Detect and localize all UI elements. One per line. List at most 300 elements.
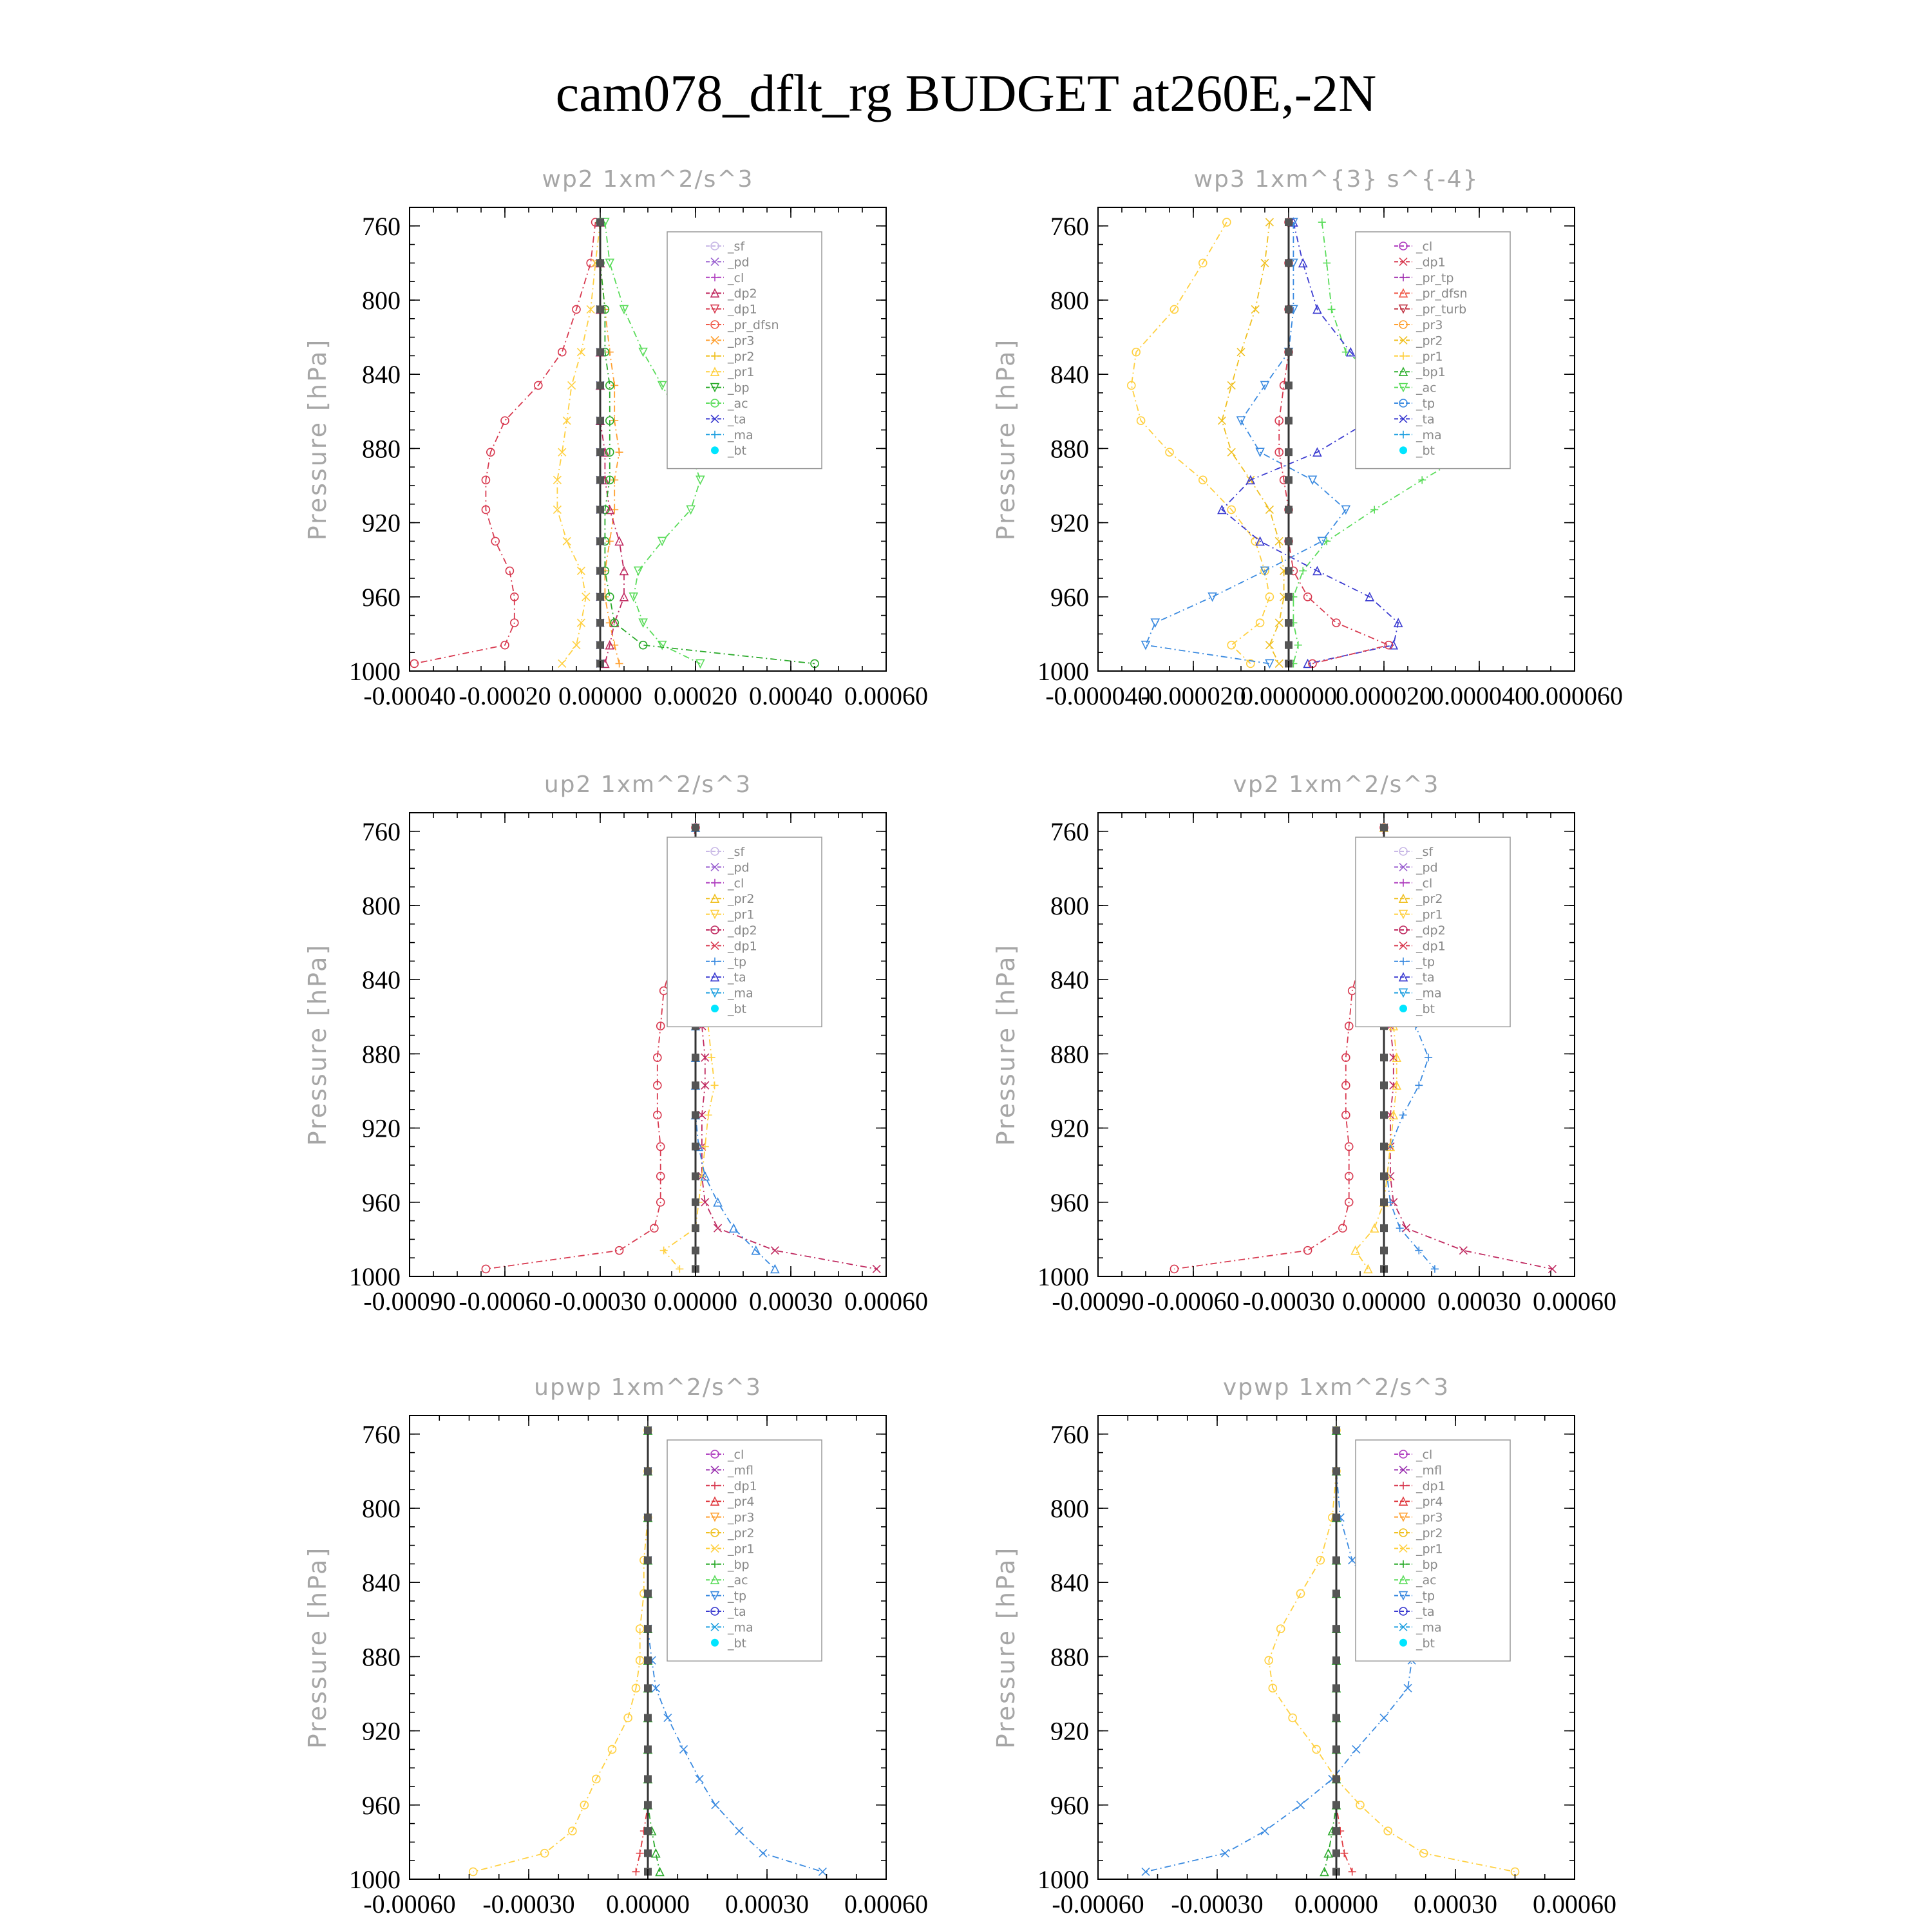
data-point	[714, 1224, 722, 1232]
x-tick-label: 0.00060	[844, 681, 928, 710]
data-point	[1285, 506, 1293, 513]
legend-label: _ac	[1416, 381, 1437, 395]
legend-label: _bt	[728, 444, 747, 459]
budget-panel	[992, 1374, 1616, 1918]
y-tick-label: 1000	[349, 657, 401, 686]
legend-label: _pr2	[728, 349, 755, 364]
data-point	[596, 305, 604, 313]
data-point	[1332, 1775, 1340, 1783]
y-tick-label: 880	[1050, 1642, 1089, 1672]
legend-label: _pr_dfsn	[728, 318, 779, 332]
data-point	[1364, 1265, 1372, 1273]
legend-label: _pr1	[1416, 1542, 1443, 1557]
legend-label: _ac	[728, 397, 748, 411]
legend-label: _sf	[728, 845, 745, 859]
x-tick-label: 0.00020	[654, 681, 737, 710]
x-tick-label: 0.00030	[725, 1889, 809, 1918]
data-point	[1328, 305, 1336, 313]
y-tick-label: 800	[362, 1494, 401, 1523]
data-point	[644, 1513, 652, 1521]
x-tick-label: 0.000060	[1526, 681, 1623, 710]
y-tick-label: 760	[1050, 211, 1089, 241]
y-tick-label: 800	[362, 286, 401, 315]
data-point	[644, 1589, 652, 1597]
legend-label: _pd	[1416, 860, 1438, 875]
data-point	[1345, 1142, 1353, 1150]
legend-label: _pr3	[1416, 318, 1443, 332]
data-point	[1332, 1684, 1340, 1692]
y-tick-label: 840	[362, 360, 401, 390]
panel-title: up2 1xm^2/s^3	[544, 772, 752, 798]
legend-label: _ta	[728, 1605, 746, 1619]
data-point	[1323, 259, 1331, 267]
legend-label: _ta	[1416, 412, 1435, 427]
data-point	[1380, 1172, 1388, 1180]
data-point	[616, 537, 623, 545]
legend-label: _dp1	[728, 939, 757, 954]
data-point	[644, 1850, 652, 1857]
panel-title: wp3 1xm^{3} s^{-4}	[1193, 166, 1479, 193]
data-point	[1285, 218, 1293, 226]
series-line	[414, 222, 595, 664]
y-tick-label: 880	[1050, 1039, 1089, 1069]
data-point	[644, 1557, 652, 1564]
y-tick-label: 920	[362, 508, 401, 538]
x-tick-label: -0.00060	[459, 1287, 551, 1316]
legend-label: _cl	[728, 270, 744, 285]
data-point	[712, 1801, 719, 1809]
y-tick-label: 1000	[1037, 1865, 1089, 1894]
legend-label: _pd	[728, 255, 750, 270]
data-point	[616, 659, 623, 667]
data-point	[1425, 1054, 1432, 1061]
data-point	[692, 1198, 699, 1206]
y-tick-label: 760	[1050, 1419, 1089, 1449]
data-point	[692, 1172, 699, 1180]
data-point	[1332, 1745, 1340, 1753]
legend-label: _ma	[728, 428, 753, 442]
x-tick-label: -0.00030	[482, 1889, 575, 1918]
data-point	[644, 1827, 652, 1835]
data-point	[692, 1054, 699, 1061]
y-tick-label: 920	[362, 1113, 401, 1143]
x-tick-label: -0.000020	[1141, 681, 1246, 710]
legend-label: _pr3	[728, 1510, 755, 1525]
data-point	[1340, 1850, 1348, 1857]
series-line	[473, 1430, 648, 1872]
y-axis-label: Pressure [hPa]	[992, 943, 1020, 1146]
data-point	[1380, 1247, 1388, 1255]
data-point	[1142, 641, 1150, 649]
legend-label: _dp2	[728, 287, 757, 301]
legend-swatch	[1399, 1005, 1407, 1012]
legend-label: _pr_turb	[1416, 302, 1467, 317]
data-point	[1318, 218, 1326, 226]
y-tick-label: 1000	[1037, 657, 1089, 686]
y-tick-label: 880	[362, 1039, 401, 1069]
data-point	[1227, 381, 1235, 389]
data-point	[596, 476, 604, 484]
legend-label: _ta	[1416, 971, 1435, 985]
legend-label: _cl	[1416, 876, 1433, 891]
budget-panel	[992, 166, 1623, 710]
figure-title: cam078_dflt_rg BUDGET at260E,-2N	[555, 64, 1377, 122]
legend-label: _pd	[728, 860, 750, 875]
legend-label: _mfl	[1416, 1463, 1442, 1478]
legend-label: _bt	[1416, 1636, 1435, 1651]
x-tick-label: 0.00000	[1294, 1889, 1378, 1918]
y-axis-label: Pressure [hPa]	[303, 1546, 332, 1749]
data-point	[563, 537, 571, 545]
legend-label: _tp	[728, 1589, 747, 1604]
y-tick-label: 800	[1050, 891, 1089, 920]
y-tick-label: 760	[362, 1419, 401, 1449]
x-tick-label: -0.00060	[1147, 1287, 1240, 1316]
legend	[667, 837, 822, 1027]
legend-label: _sf	[1416, 845, 1434, 859]
data-point	[1227, 448, 1235, 456]
legend-label: _tp	[1416, 954, 1435, 969]
x-tick-label: -0.00030	[554, 1287, 647, 1316]
legend-label: _ma	[1416, 1620, 1442, 1635]
data-point	[1332, 1625, 1340, 1633]
legend	[1356, 1440, 1510, 1661]
series-line	[557, 222, 600, 664]
data-point	[568, 381, 576, 389]
x-tick-label: 0.000000	[1240, 681, 1337, 710]
y-tick-label: 960	[1050, 582, 1089, 612]
data-point	[1285, 305, 1293, 313]
data-point	[1332, 1801, 1340, 1809]
legend-label: _ma	[1416, 986, 1442, 1001]
data-point	[1265, 506, 1273, 513]
x-tick-label: -0.00030	[1242, 1287, 1335, 1316]
data-point	[1151, 619, 1159, 627]
legend-label: _pr3	[1416, 1510, 1443, 1525]
legend-label: _pr2	[1416, 1526, 1443, 1540]
legend-label: _sf	[728, 240, 745, 254]
data-point	[491, 537, 499, 545]
data-point	[636, 1850, 644, 1857]
legend-label: _tp	[1416, 1589, 1435, 1604]
data-point	[558, 348, 566, 356]
data-point	[1332, 1850, 1340, 1857]
y-tick-label: 960	[362, 1790, 401, 1820]
x-tick-label: 0.00000	[654, 1287, 737, 1316]
x-tick-label: 0.00060	[844, 1889, 928, 1918]
budget-panel	[303, 166, 928, 710]
budget-panel	[303, 1374, 928, 1918]
legend	[1356, 232, 1510, 469]
data-point	[1297, 1801, 1305, 1809]
data-point	[664, 1714, 672, 1721]
legend-label: _pr2	[1416, 334, 1443, 348]
y-tick-label: 840	[1050, 360, 1089, 390]
legend-label: _pr4	[1416, 1495, 1443, 1510]
data-point	[1221, 1850, 1229, 1857]
data-point	[469, 1868, 477, 1875]
panel-title: upwp 1xm^2/s^3	[534, 1374, 762, 1401]
data-point	[696, 476, 704, 484]
legend-label: _ma	[1416, 428, 1442, 442]
data-point	[1332, 1426, 1340, 1434]
x-tick-label: 0.00060	[844, 1287, 928, 1316]
legend-label: _pr3	[728, 334, 755, 348]
data-point	[873, 1265, 880, 1273]
legend-label: _dp2	[1416, 923, 1446, 938]
data-point	[1285, 448, 1293, 456]
data-point	[1332, 1467, 1340, 1475]
legend-label: _bp1	[1416, 365, 1446, 380]
data-point	[596, 506, 604, 513]
y-tick-label: 760	[362, 211, 401, 241]
data-point	[1261, 1827, 1269, 1835]
data-point	[541, 1850, 549, 1857]
y-axis-label: Pressure [hPa]	[303, 337, 332, 541]
data-point	[1265, 641, 1273, 649]
data-point	[1332, 1656, 1340, 1664]
data-point	[1218, 417, 1226, 424]
data-point	[1227, 641, 1235, 649]
y-tick-label: 960	[362, 1188, 401, 1217]
legend-label: _pr1	[728, 907, 755, 922]
data-point	[1399, 1111, 1407, 1119]
data-point	[1299, 259, 1307, 267]
x-tick-label: 0.00060	[1533, 1287, 1616, 1316]
data-point	[632, 1868, 640, 1875]
data-point	[644, 1656, 652, 1664]
legend-label: _bp	[728, 381, 750, 395]
data-point	[596, 537, 604, 545]
data-point	[692, 1247, 699, 1255]
legend-label: _pr2	[728, 892, 755, 907]
legend-label: _bt	[1416, 444, 1435, 459]
legend-swatch	[711, 446, 719, 454]
legend-label: _mfl	[728, 1463, 753, 1478]
data-point	[609, 1745, 616, 1753]
data-point	[1349, 1868, 1356, 1875]
x-tick-label: 0.00060	[1533, 1889, 1616, 1918]
data-point	[676, 1265, 683, 1273]
data-point	[644, 1426, 652, 1434]
y-tick-label: 880	[362, 434, 401, 464]
legend-label: _ma	[728, 1620, 753, 1635]
legend-label: _bt	[728, 1002, 747, 1016]
data-point	[708, 1054, 715, 1061]
x-tick-label: -0.000040	[1045, 681, 1151, 710]
data-point	[558, 659, 566, 667]
series-line	[1132, 222, 1270, 664]
legend-swatch	[711, 1639, 719, 1647]
x-tick-label: 0.00000	[558, 681, 642, 710]
y-axis-label: Pressure [hPa]	[992, 337, 1020, 541]
legend-label: _ta	[728, 412, 746, 427]
y-tick-label: 800	[1050, 286, 1089, 315]
x-tick-label: 0.00030	[1414, 1889, 1497, 1918]
data-point	[1380, 1142, 1388, 1150]
data-point	[692, 1111, 699, 1119]
data-point	[1415, 1081, 1423, 1089]
data-point	[1299, 567, 1307, 574]
legend-label: _pr_dfsn	[1416, 287, 1468, 301]
legend-label: _cl	[728, 1448, 744, 1462]
data-point	[596, 259, 604, 267]
y-tick-label: 1000	[349, 1865, 401, 1894]
legend	[667, 1440, 822, 1661]
series-line	[1222, 222, 1283, 664]
data-point	[1304, 593, 1312, 601]
x-tick-label: 0.00030	[749, 1287, 833, 1316]
y-tick-label: 920	[1050, 1113, 1089, 1143]
data-point	[577, 348, 585, 356]
legend-swatch	[711, 1005, 719, 1012]
panel-title: vpwp 1xm^2/s^3	[1222, 1374, 1450, 1401]
y-tick-label: 960	[1050, 1790, 1089, 1820]
data-point	[657, 1142, 665, 1150]
data-point	[644, 1714, 652, 1721]
x-tick-label: -0.00030	[1171, 1889, 1264, 1918]
legend-label: _dp1	[728, 1479, 757, 1493]
legend-label: _ma	[728, 986, 753, 1001]
data-point	[1285, 567, 1293, 574]
legend-label: _pr1	[728, 365, 755, 380]
series-line	[1146, 222, 1346, 664]
y-tick-label: 880	[362, 1642, 401, 1672]
legend-label: _cl	[1416, 240, 1433, 254]
x-tick-label: 0.00030	[1437, 1287, 1521, 1316]
data-point	[705, 1111, 712, 1119]
data-point	[644, 1684, 652, 1692]
legend-label: _dp2	[728, 923, 757, 938]
data-point	[1380, 1714, 1388, 1721]
budget-panel	[992, 772, 1616, 1316]
y-tick-label: 1000	[1037, 1262, 1089, 1291]
y-tick-label: 840	[1050, 965, 1089, 995]
x-tick-label: -0.00040	[363, 681, 456, 710]
legend-label: _pr2	[728, 1526, 755, 1540]
y-tick-label: 840	[362, 965, 401, 995]
x-tick-label: -0.00090	[363, 1287, 456, 1316]
y-tick-label: 840	[362, 1568, 401, 1598]
data-point	[596, 619, 604, 627]
data-point	[1285, 259, 1293, 267]
data-point	[1332, 1513, 1340, 1521]
legend-label: _pr_tp	[1416, 270, 1454, 285]
data-point	[1277, 1625, 1285, 1633]
data-point	[1356, 1801, 1364, 1809]
legend-label: _cl	[728, 876, 744, 891]
data-point	[1352, 1745, 1360, 1753]
x-tick-label: 0.000040	[1431, 681, 1528, 710]
data-point	[1312, 1745, 1320, 1753]
data-point	[692, 1081, 699, 1089]
legend-label: _bp	[1416, 1557, 1438, 1572]
data-point	[680, 1745, 688, 1753]
data-point	[620, 567, 628, 574]
data-point	[596, 448, 604, 456]
legend-swatch	[1399, 446, 1407, 454]
legend-label: _cl	[1416, 1448, 1433, 1462]
y-axis-label: Pressure [hPa]	[992, 1546, 1020, 1749]
y-tick-label: 920	[1050, 508, 1089, 538]
data-point	[1209, 593, 1217, 601]
data-point	[1294, 641, 1302, 649]
y-tick-label: 920	[362, 1716, 401, 1746]
data-point	[1285, 417, 1293, 424]
data-point	[1332, 1589, 1340, 1597]
data-point	[1380, 824, 1388, 831]
data-point	[1285, 619, 1293, 627]
data-point	[1332, 619, 1340, 627]
x-tick-label: 0.000020	[1336, 681, 1432, 710]
data-point	[596, 218, 604, 226]
x-tick-label: 0.00040	[749, 681, 833, 710]
y-tick-label: 760	[1050, 817, 1089, 846]
legend-label: _bp	[728, 1557, 750, 1572]
x-tick-label: 0.00000	[606, 1889, 690, 1918]
data-point	[1380, 1111, 1388, 1119]
data-point	[692, 824, 699, 831]
panel-title: wp2 1xm^2/s^3	[542, 166, 754, 193]
data-point	[711, 1081, 719, 1089]
y-tick-label: 880	[1050, 434, 1089, 464]
legend-label: _ac	[1416, 1573, 1437, 1588]
legend-label: _ac	[728, 1573, 748, 1588]
legend	[667, 232, 822, 469]
x-tick-label: 0.00000	[1342, 1287, 1426, 1316]
legend-label: _pr1	[728, 1542, 755, 1557]
legend-label: _pr1	[1416, 349, 1443, 364]
data-point	[596, 567, 604, 574]
data-point	[1370, 506, 1378, 513]
legend-label: _bt	[728, 1636, 747, 1651]
data-point	[596, 593, 604, 601]
data-point	[1285, 381, 1293, 389]
data-point	[639, 348, 647, 356]
data-point	[1380, 1054, 1388, 1061]
data-point	[644, 1625, 652, 1633]
data-point	[1237, 348, 1245, 356]
legend-label: _dp1	[728, 302, 757, 317]
legend-label: _dp1	[1416, 255, 1446, 270]
data-point	[616, 448, 623, 456]
data-point	[1275, 619, 1283, 627]
data-point	[1285, 476, 1293, 484]
data-point	[644, 1745, 652, 1753]
x-tick-label: -0.00060	[363, 1889, 456, 1918]
data-point	[1380, 1081, 1388, 1089]
y-tick-label: 1000	[349, 1262, 401, 1291]
data-point	[692, 1224, 699, 1232]
data-point	[696, 1775, 703, 1783]
legend-label: _pr1	[1416, 907, 1443, 922]
data-point	[596, 641, 604, 649]
data-point	[596, 417, 604, 424]
legend-label: _pr2	[1416, 892, 1443, 907]
y-tick-label: 800	[1050, 1494, 1089, 1523]
data-point	[819, 1868, 826, 1875]
legend-label: _bt	[1416, 1002, 1435, 1016]
data-point	[1339, 1224, 1347, 1232]
data-point	[1142, 1868, 1150, 1875]
legend-label: _pr4	[728, 1495, 755, 1510]
data-point	[596, 381, 604, 389]
x-tick-label: -0.00090	[1052, 1287, 1144, 1316]
data-point	[1285, 593, 1293, 601]
data-point	[759, 1850, 767, 1857]
data-point	[1285, 537, 1293, 545]
y-tick-label: 960	[1050, 1188, 1089, 1217]
